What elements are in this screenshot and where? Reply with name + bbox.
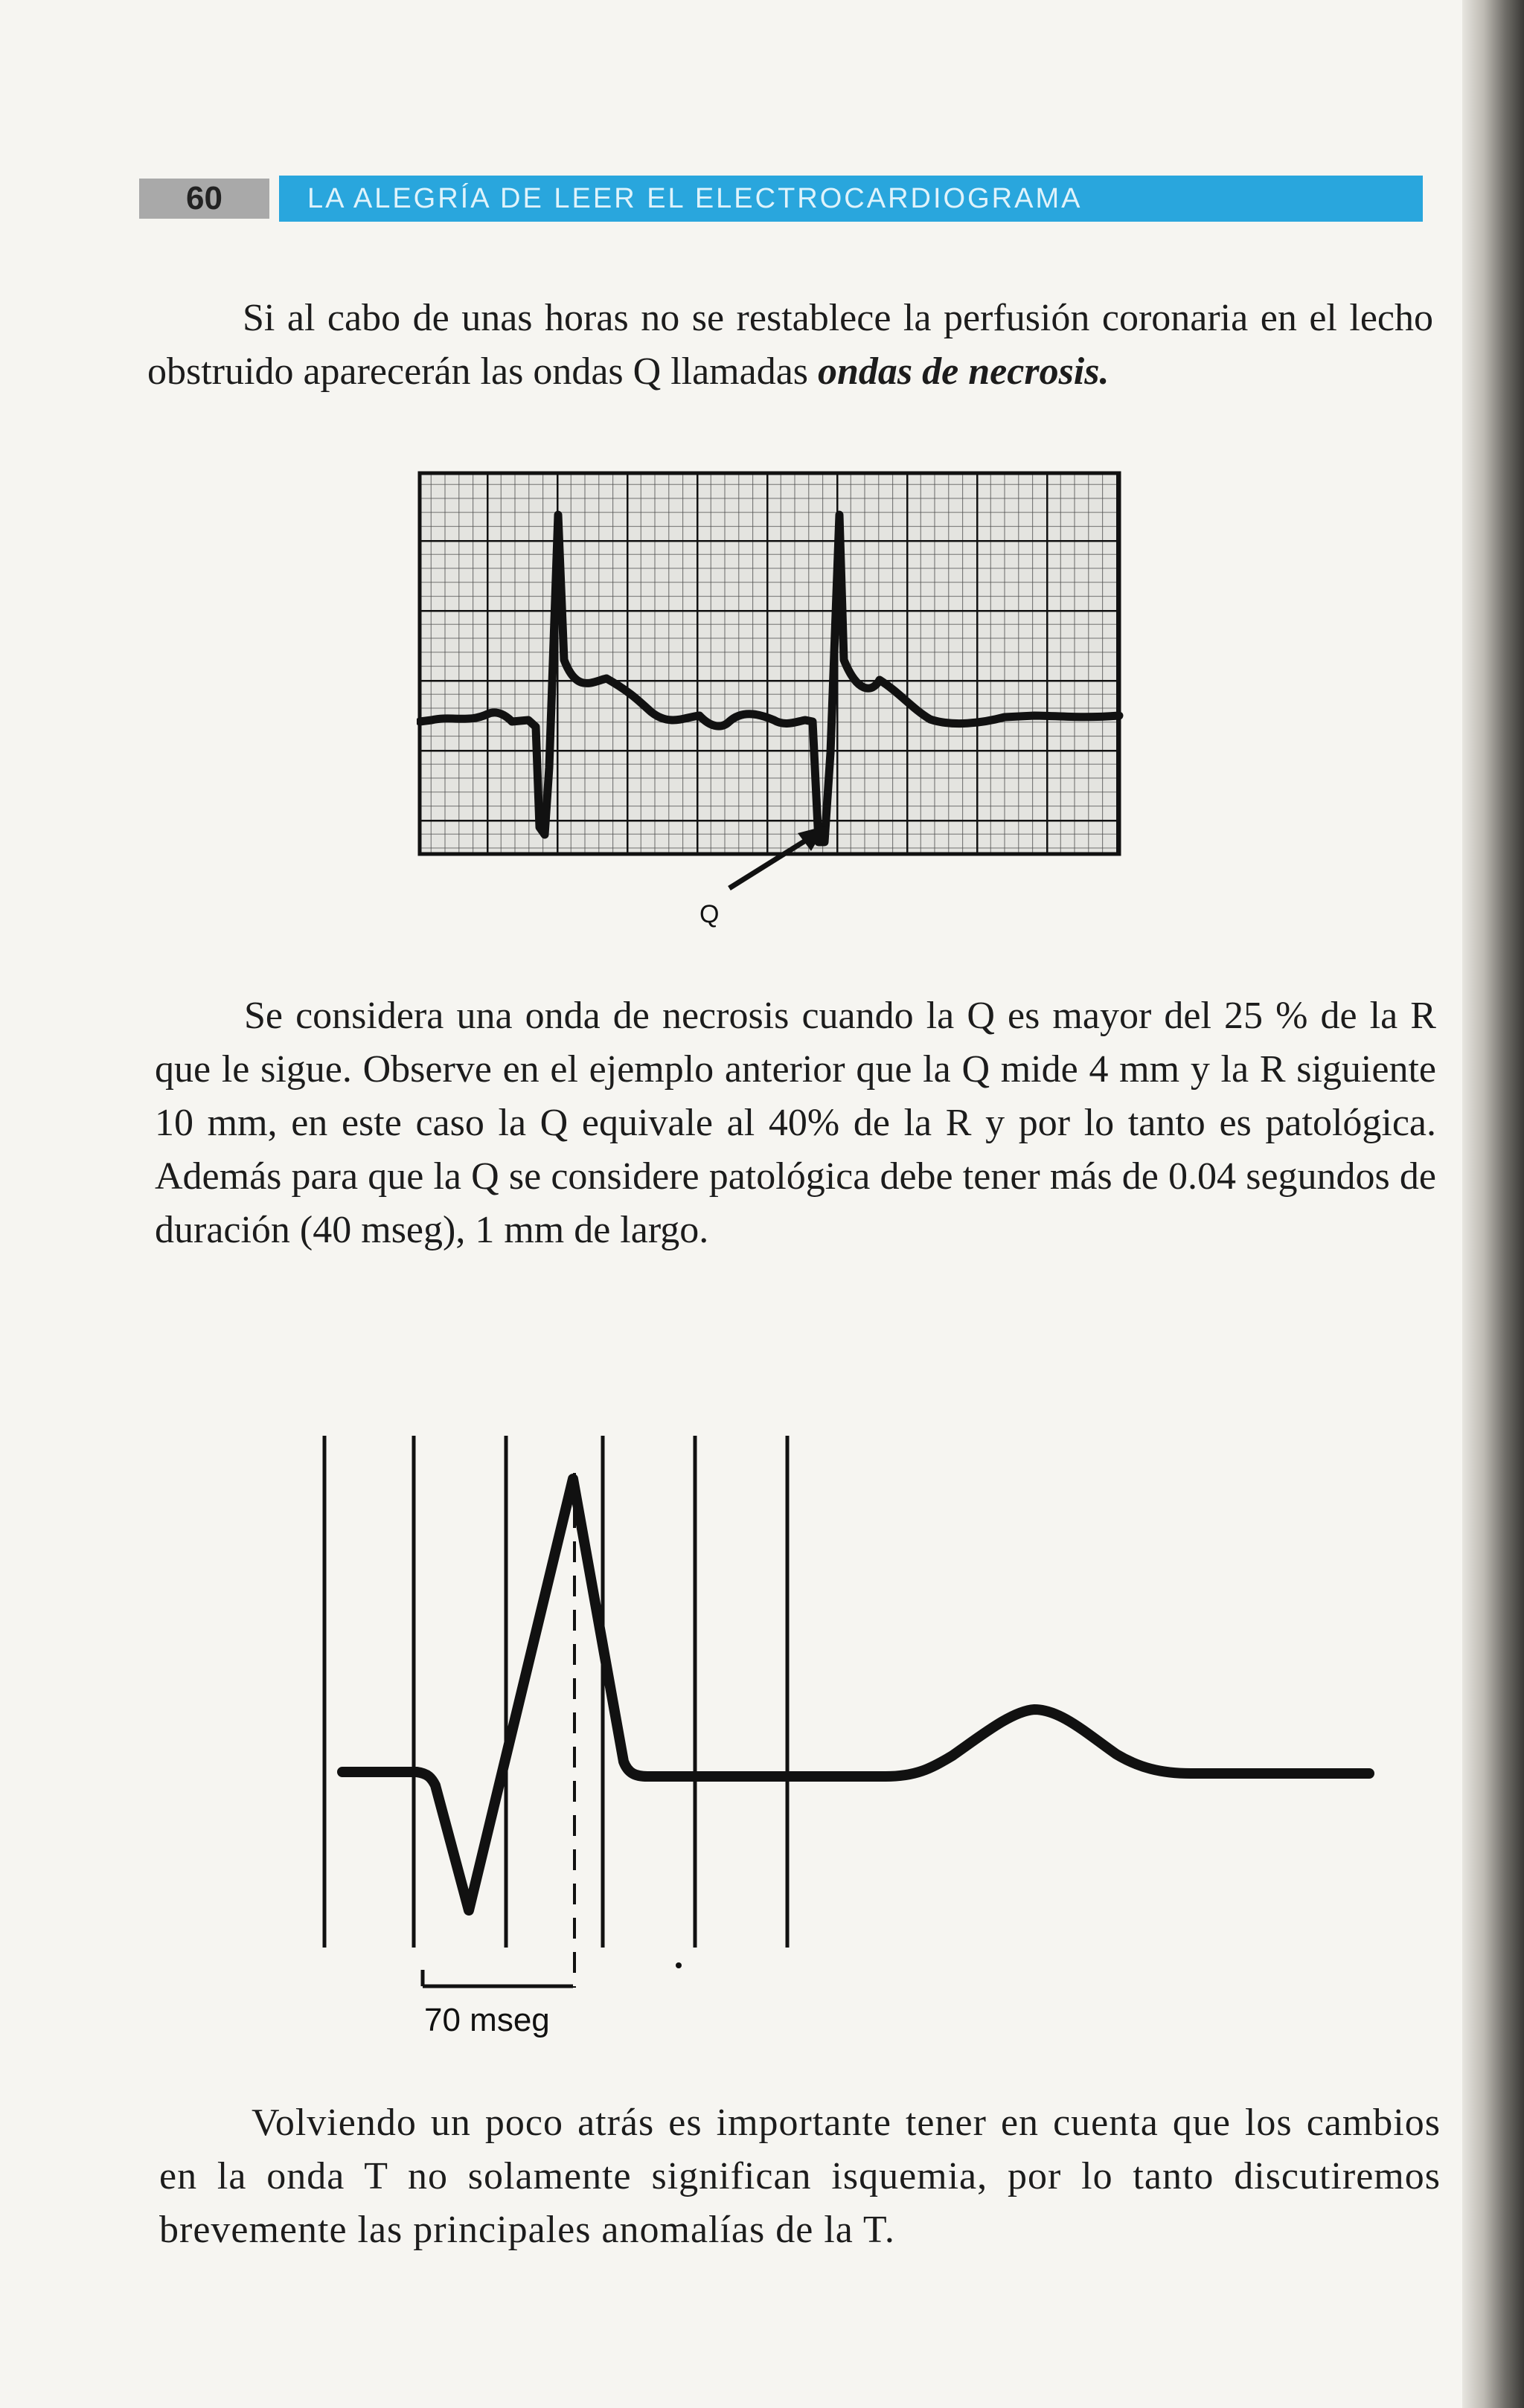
running-title: LA ALEGRÍA DE LEER EL ELECTROCARDIOGRAMA — [307, 183, 1083, 214]
header-bar — [279, 176, 1423, 222]
paragraph-necrosis-criteria: Se considera una onda de necrosis cuando la Q es mayor del 25 % de la R que le sigue. Observe en el ejemplo anterior que la Q mide 4 mm y la R siguiente 10 mm, en este caso la Q equivale al 40% de la R y por lo tanto es patológica. Además para que la Q se considere patológica debe tener más de 0.04 segundos de duración (40 mseg), 1 mm de largo. — [155, 995, 1436, 1251]
ecg-grid-large — [420, 473, 1119, 854]
page-number: 60 — [139, 179, 269, 219]
emphasis-ondas-de-necrosis: ondas de necrosis. — [818, 350, 1110, 393]
paragraph-text: Si al cabo de unas horas no se restablece la perfusión coronaria en el lecho obstruido aparecerán las ondas Q llamadas — [147, 297, 1433, 393]
qrs-t-waveform — [342, 1479, 1369, 1910]
duration-label: 70 mseg — [424, 2002, 550, 2038]
q-label: Q — [699, 900, 720, 928]
ink-dot — [676, 1962, 682, 1968]
q-wave-duration-figure — [320, 1413, 1384, 2053]
paragraph-t-wave-anomalies: Volviendo un poco atrás es importante tener en cuenta que los cambios en la onda T no solamente significan isquemia, por lo tanto discutiremos brevemente las principales anomalías de la T. — [159, 2102, 1441, 2251]
ecg-strip-figure — [417, 470, 1131, 931]
page-edge-shadow — [1462, 0, 1524, 2408]
paragraph-necrosis-intro — [147, 292, 1433, 399]
running-header — [139, 176, 1423, 222]
